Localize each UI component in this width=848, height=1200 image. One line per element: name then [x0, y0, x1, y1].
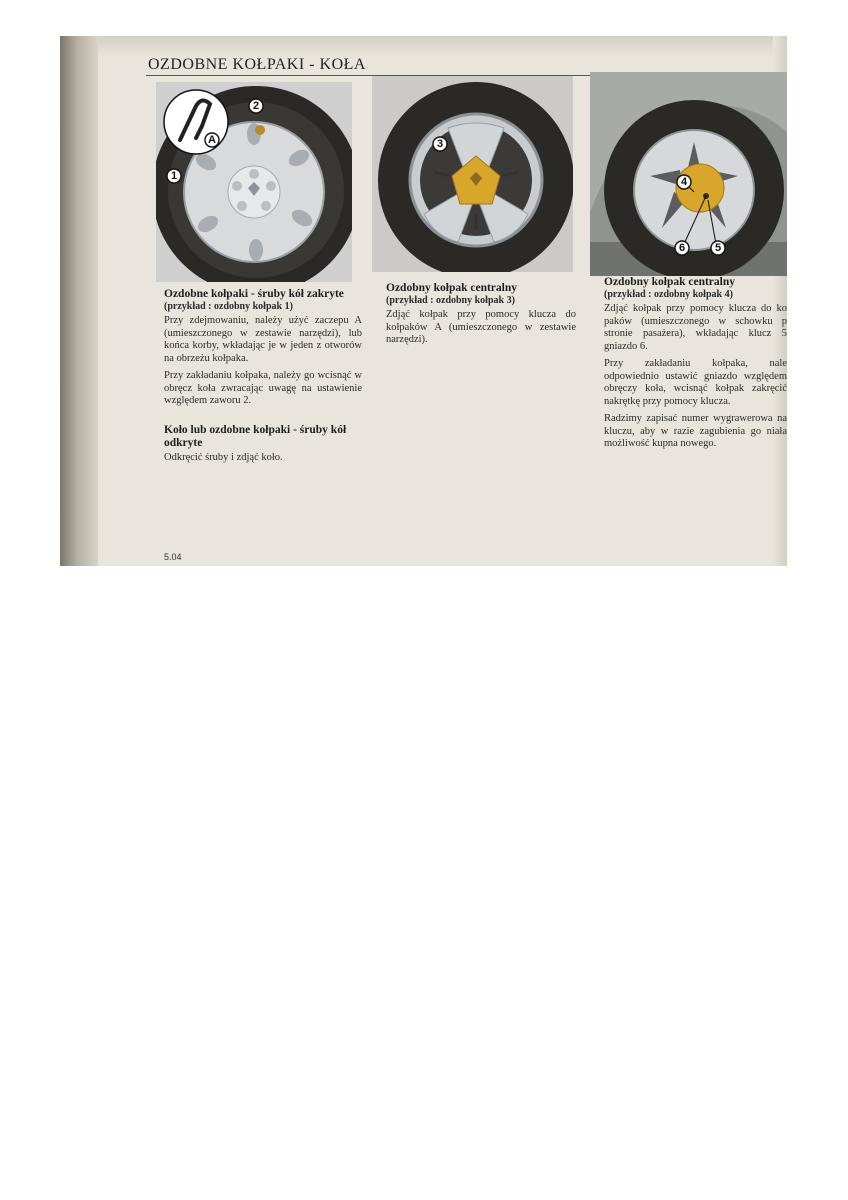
- scan-top-shadow: [60, 36, 787, 58]
- column-3-subheading: (przykład : ozdobny kołpak 4): [604, 289, 733, 300]
- callout-5: [711, 241, 725, 255]
- svg-text:6: 6: [678, 242, 686, 254]
- photo-wheel-cover: [156, 82, 352, 282]
- column-3-paragraph-1: Zdjąć kołpak przy pomocy klucza do ko paków (umieszczonego w schowku p stronie pasażera), wkładając klucz 5 gniazdo 6.: [604, 303, 787, 352]
- column-2-text: [386, 282, 576, 352]
- callouts-middle: [372, 76, 573, 272]
- page-title: OZDOBNE KOŁPAKI - KOŁA: [148, 56, 366, 73]
- callouts-left: [156, 82, 352, 282]
- callout-A: [205, 133, 219, 147]
- column-1-paragraph-3: Odkręcić śruby i zdjąć koło.: [164, 451, 283, 463]
- svg-text:2: 2: [252, 100, 260, 112]
- column-3-heading: Ozdobny kołpak centralny: [604, 276, 735, 288]
- svg-text:5: 5: [714, 242, 722, 254]
- column-1-heading: Ozdobne kołpaki - śruby kół zakryte: [164, 288, 344, 300]
- svg-text:4: 4: [680, 176, 688, 188]
- svg-text:A: A: [208, 134, 216, 146]
- page-number: 5.04: [164, 552, 182, 562]
- column-1-paragraph-1: Przy zdejmowaniu, należy użyć zaczepu A (umieszczonego w zestawie narzędzi), lub końca korby, wkładając je w jeden z otworów na obrzeżu kołpaka.: [164, 315, 362, 364]
- svg-text:3: 3: [436, 138, 444, 150]
- column-2-heading: Ozdobny kołpak centralny: [386, 282, 517, 294]
- column-3-paragraph-3: Radzimy zapisać numer wygrawerowa na kluczu, aby w razie zagubienia go niała możliwość kupna nowego.: [604, 413, 787, 449]
- column-2-paragraph-1: Zdjąć kołpak przy pomocy klucza do kołpaków A (umieszczonego w zestawie narzędzi).: [386, 309, 576, 345]
- svg-text:1: 1: [170, 170, 178, 182]
- callout-3: [433, 137, 447, 151]
- column-1-heading-2: Koło lub ozdobne kołpaki - śruby kół odkryte: [164, 423, 347, 449]
- callout-1: [167, 169, 181, 183]
- callouts-right: [590, 72, 787, 276]
- callout-2: [249, 99, 263, 113]
- photo-center-cap-4: [590, 72, 787, 276]
- callout-6: [675, 241, 689, 255]
- column-1-subheading: (przykład : ozdobny kołpak 1): [164, 301, 293, 312]
- photo-center-cap-3: [372, 76, 573, 272]
- column-3-text: [604, 276, 787, 456]
- column-1-paragraph-2: Przy zakładaniu kołpaka, należy go wcisnąć w obręcz koła zwracając uwagę na ustawienie względem zaworu 2.: [164, 370, 362, 406]
- column-3-paragraph-2: Przy zakładaniu kołpaka, nale odpowiednio ustawić gniazdo względem obręczy koła, wcisnąć kołpak zakręcić nakrętkę przy pomocy klucza.: [604, 358, 787, 407]
- column-1-text: [164, 288, 362, 469]
- scan-binding-shadow: [60, 36, 98, 566]
- scanned-page: [60, 36, 787, 566]
- column-2-subheading: (przykład : ozdobny kołpak 3): [386, 295, 515, 306]
- callout-4: [677, 175, 691, 189]
